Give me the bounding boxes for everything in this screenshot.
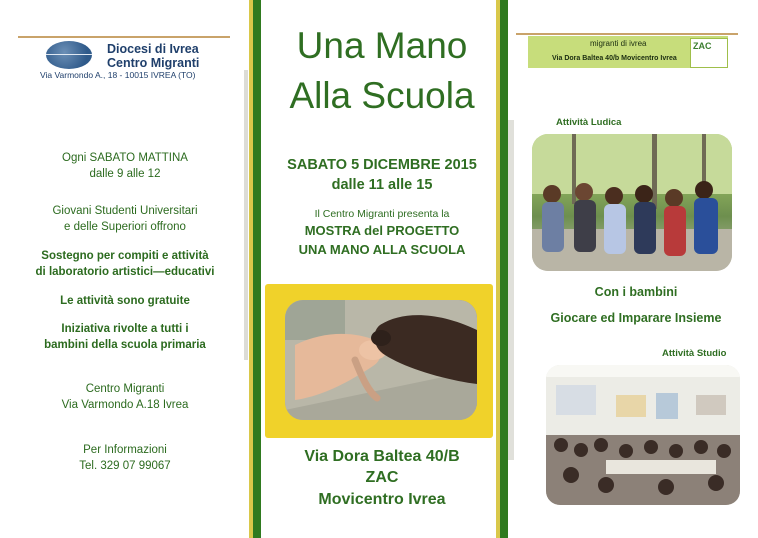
label-study: Attività Studio (662, 348, 727, 359)
info-label: Per Informazioni (83, 444, 167, 456)
venue-city: Movicentro Ivrea (318, 491, 446, 508)
hands-photo (285, 300, 477, 420)
offer-line1: Giovani Studenti Universitari (52, 205, 198, 217)
venue-name: ZAC (365, 469, 399, 486)
center-address: Via Varmondo A.18 Ivrea (61, 399, 189, 411)
children-illustration (532, 134, 732, 271)
hands-illustration (285, 300, 477, 420)
banner-title: migranti di ivrea (590, 39, 647, 48)
event-date: SABATO 5 DICEMBRE 2015 (287, 157, 477, 173)
with-children: Con i bambini (594, 285, 678, 299)
venue-street: Via Dora Baltea 40/B (304, 448, 460, 465)
banner-rule (516, 33, 738, 35)
title-line1: Una Mano (296, 25, 468, 66)
label-play: Attività Ludica (556, 117, 622, 128)
target-line1: Iniziativa rivolte a tutti i (61, 323, 189, 335)
support-line1: Sostegno per compiti e attività (41, 250, 209, 262)
panel-divider (253, 0, 261, 538)
panel-divider (508, 120, 514, 460)
logo-subtitle: Centro Migranti (107, 56, 200, 70)
zac-logo-text: ZAC (693, 41, 712, 51)
schedule-line2: dalle 9 alle 12 (89, 168, 161, 180)
info-phone: Tel. 329 07 99067 (79, 460, 171, 472)
free-activities: Le attività sono gratuite (60, 295, 190, 307)
classroom-photo (546, 365, 740, 505)
exhibition-line1: MOSTRA del PROGETTO (304, 223, 460, 238)
logo-rule (18, 36, 230, 38)
globe-equator (46, 54, 92, 55)
globe-logo-icon (46, 41, 92, 69)
offer-line2: e delle Superiori offrono (64, 221, 186, 233)
classroom-illustration (546, 365, 740, 505)
schedule-line1: Ogni SABATO MATTINA (62, 152, 188, 164)
exhibition-line2: UNA MANO ALLA SCUOLA (298, 242, 466, 257)
title-line2: Alla Scuola (289, 75, 475, 116)
support-line2: di laboratorio artistici—educativi (35, 266, 215, 278)
play-and-learn: Giocare ed Imparare Insieme (550, 311, 722, 325)
banner-address: Via Dora Baltea 40/b Movicentro Ivrea (552, 55, 677, 62)
logo-address: Via Varmondo A., 18 - 10015 IVREA (TO) (40, 70, 196, 80)
center-name: Centro Migranti (85, 383, 165, 395)
intro-text: Il Centro Migranti presenta la (314, 208, 450, 220)
logo-title: Diocesi di Ivrea (107, 42, 199, 56)
target-line2: bambini della scuola primaria (44, 339, 206, 351)
event-time: dalle 11 alle 15 (331, 177, 433, 193)
children-playing-photo (532, 134, 732, 271)
